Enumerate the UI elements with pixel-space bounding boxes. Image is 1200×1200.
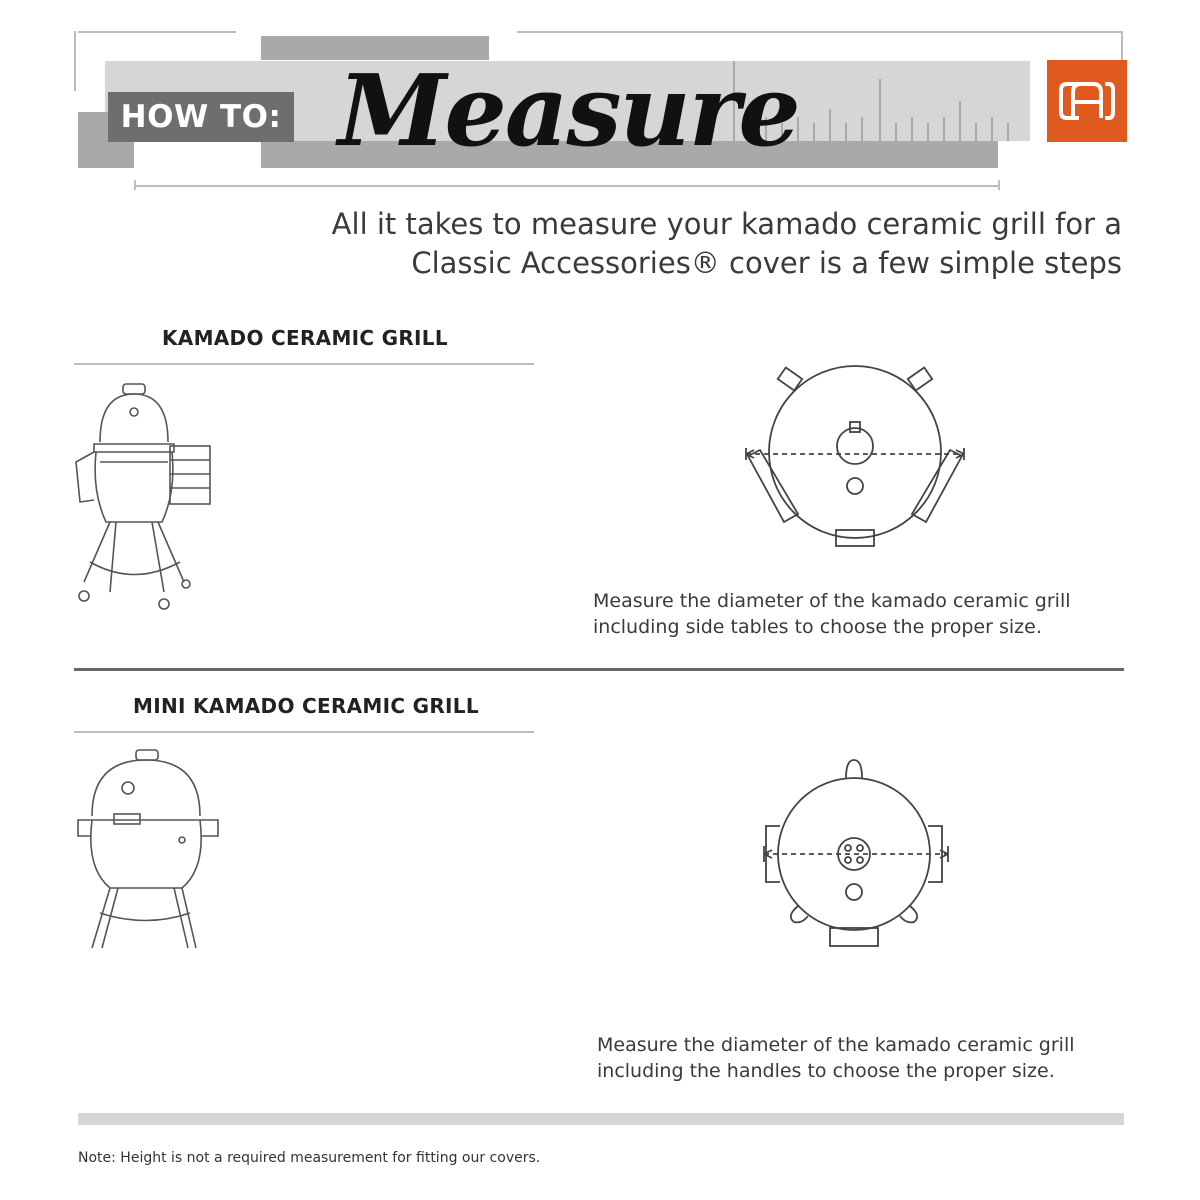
intro-line-1: All it takes to measure your kamado ceramic grill for a: [331, 207, 1122, 241]
how-to-label: HOW TO:: [108, 92, 294, 142]
banner-frame-line-bottom: [134, 185, 1000, 187]
section-divider: [74, 668, 1124, 671]
brand-logo: [1047, 60, 1127, 142]
footer-divider: [78, 1113, 1124, 1125]
banner-frame-line-top-right: [517, 31, 1123, 33]
caption-kamado-line-1: Measure the diameter of the kamado ceramic grill: [593, 590, 1071, 612]
banner-frame-line-top-left: [78, 31, 236, 33]
mini-kamado-grill-side-illustration: [70, 748, 220, 953]
page-title: Measure: [338, 54, 799, 169]
ca-logo-icon: [1057, 76, 1117, 126]
caption-kamado-line-2: including side tables to choose the proper size.: [593, 616, 1042, 638]
banner-frame-tick-bottom-left: [134, 180, 136, 190]
caption-kamado: [593, 588, 1071, 640]
section-title-kamado: KAMADO CERAMIC GRILL: [162, 326, 448, 350]
caption-mini-kamado-line-1: Measure the diameter of the kamado ceramic grill: [597, 1034, 1075, 1056]
banner-frame-line-left: [74, 31, 76, 91]
section-underline-kamado: [74, 363, 534, 365]
section-underline-mini-kamado: [74, 731, 534, 733]
banner-frame-line-right: [1121, 31, 1123, 61]
mini-kamado-grill-top-diagram: [758, 756, 954, 952]
intro-line-2: Classic Accessories® cover is a few simple steps: [411, 246, 1122, 280]
section-title-mini-kamado: MINI KAMADO CERAMIC GRILL: [133, 694, 479, 718]
banner-frame-tick-bottom-right: [998, 180, 1000, 190]
intro-text: [302, 205, 1122, 283]
kamado-grill-top-diagram: [740, 366, 970, 552]
footnote: Note: Height is not a required measurement for fitting our covers.: [78, 1150, 541, 1166]
caption-mini-kamado-line-2: including the handles to choose the proper size.: [597, 1060, 1055, 1082]
kamado-grill-side-illustration: [70, 382, 220, 612]
caption-mini-kamado: [597, 1032, 1075, 1084]
